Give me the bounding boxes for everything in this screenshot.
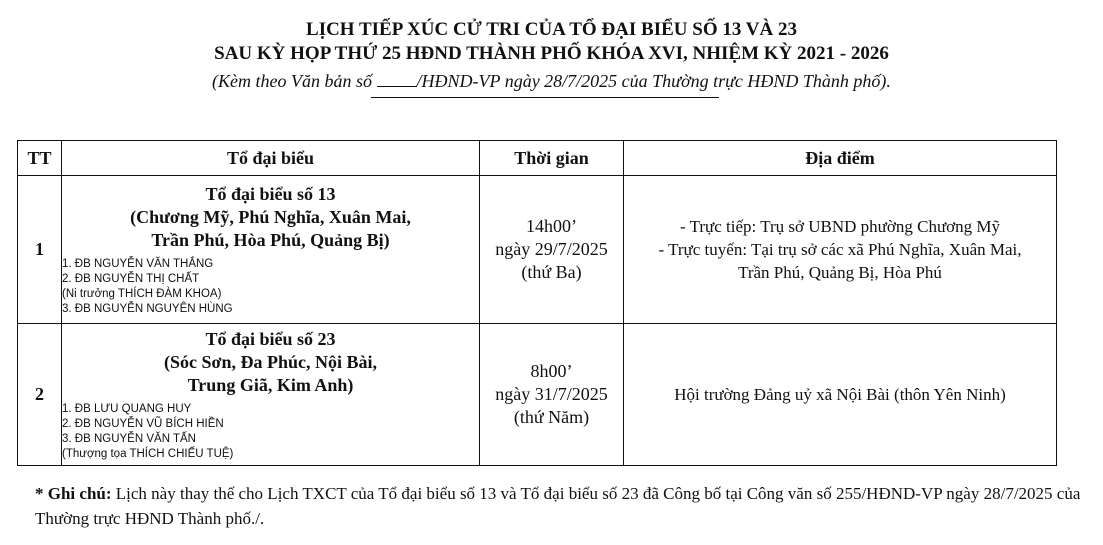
- group-name: Tổ đại biểu số 23: [205, 328, 336, 349]
- group-areas-line: Trần Phú, Hòa Phú, Quảng Bị): [151, 229, 390, 250]
- subtitle-underline: [371, 97, 719, 98]
- time-hour: 8h00’: [530, 361, 573, 381]
- place-line: - Trực tiếp: Trụ sở UBND phường Chương Mỹ: [679, 217, 1001, 236]
- member-list: [62, 402, 479, 462]
- time-date: ngày 31/7/2025: [495, 384, 608, 404]
- header-time: Thời gian: [480, 141, 624, 176]
- subtitle-reference-prefix: (Kèm theo Văn bản số: [212, 71, 373, 91]
- delegate-group-cell: [62, 176, 480, 324]
- document-title-line-2: SAU KỲ HỌP THỨ 25 HĐND THÀNH PHỐ KHÓA XVI, NHIỆM KỲ 2021 - 2026: [214, 43, 889, 64]
- time-date: ngày 29/7/2025: [495, 239, 608, 259]
- member-item: 1. ĐB NGUYỄN VĂN THẮNG: [62, 257, 214, 270]
- delegate-group-cell: [62, 324, 480, 466]
- footnote: [35, 481, 1095, 531]
- document-number-blank: [377, 70, 417, 87]
- table-header-row: [18, 141, 1057, 176]
- member-list: [62, 257, 479, 317]
- place-cell: [624, 176, 1057, 324]
- member-item: 2. ĐB NGUYỄN VŨ BÍCH HIỀN: [62, 417, 224, 430]
- member-item: 3. ĐB NGUYỄN VĂN TẤN: [62, 432, 196, 445]
- group-name: Tổ đại biểu số 13: [205, 183, 336, 204]
- time-weekday: (thứ Ba): [521, 262, 582, 282]
- group-areas-line: (Sóc Sơn, Đa Phúc, Nội Bài,: [164, 351, 377, 372]
- schedule-table: [17, 140, 1057, 466]
- table-row: [18, 176, 1057, 324]
- group-areas-line: (Chương Mỹ, Phú Nghĩa, Xuân Mai,: [130, 206, 411, 227]
- time-cell: [480, 324, 624, 466]
- footnote-label: * Ghi chú:: [35, 484, 112, 503]
- time-hour: 14h00’: [526, 216, 577, 236]
- time-cell: [480, 176, 624, 324]
- row-number: 1: [18, 176, 62, 324]
- member-item: 2. ĐB NGUYỄN THỊ CHẤT: [62, 272, 200, 285]
- member-item: (Ni trưởng THÍCH ĐÀM KHOA): [62, 287, 222, 300]
- time-weekday: (thứ Năm): [513, 407, 590, 427]
- place-line: Trần Phú, Quảng Bị, Hòa Phú: [738, 263, 942, 282]
- member-item: (Thượng tọa THÍCH CHIẾU TUỆ): [62, 447, 234, 460]
- document-subtitle: [0, 69, 1103, 93]
- header-group: Tổ đại biểu: [62, 141, 480, 176]
- place-line: Hội trường Đảng uỷ xã Nội Bài (thôn Yên Ninh): [674, 385, 1006, 404]
- group-title: [62, 183, 479, 252]
- row-number: 2: [18, 324, 62, 466]
- header-tt: TT: [18, 141, 62, 176]
- member-item: 3. ĐB NGUYỄN NGUYÊN HÙNG: [62, 302, 233, 315]
- place-cell: [624, 324, 1057, 466]
- document-title-line-1: LỊCH TIẾP XÚC CỬ TRI CỦA TỔ ĐẠI BIỂU SỐ 13 VÀ 23: [306, 19, 797, 40]
- member-item: 1. ĐB LƯU QUANG HUY: [62, 402, 192, 415]
- subtitle-reference-suffix: /HĐND-VP ngày 28/7/2025 của Thường trực HĐND Thành phố).: [416, 71, 891, 91]
- table-row: [18, 324, 1057, 466]
- place-line: - Trực tuyến: Tại trụ sở các xã Phú Nghĩa, Xuân Mai,: [658, 240, 1022, 259]
- header-place: Địa điểm: [624, 141, 1057, 176]
- group-areas-line: Trung Giã, Kim Anh): [187, 374, 354, 395]
- group-title: [62, 328, 479, 397]
- footnote-text: Lịch này thay thế cho Lịch TXCT của Tổ đại biểu số 13 và Tổ đại biểu số 23 đã Công bố tại Công văn số 255/HĐND-VP ngày 28/7/2025 của Thường trực HĐND Thành phố./.: [35, 484, 1081, 528]
